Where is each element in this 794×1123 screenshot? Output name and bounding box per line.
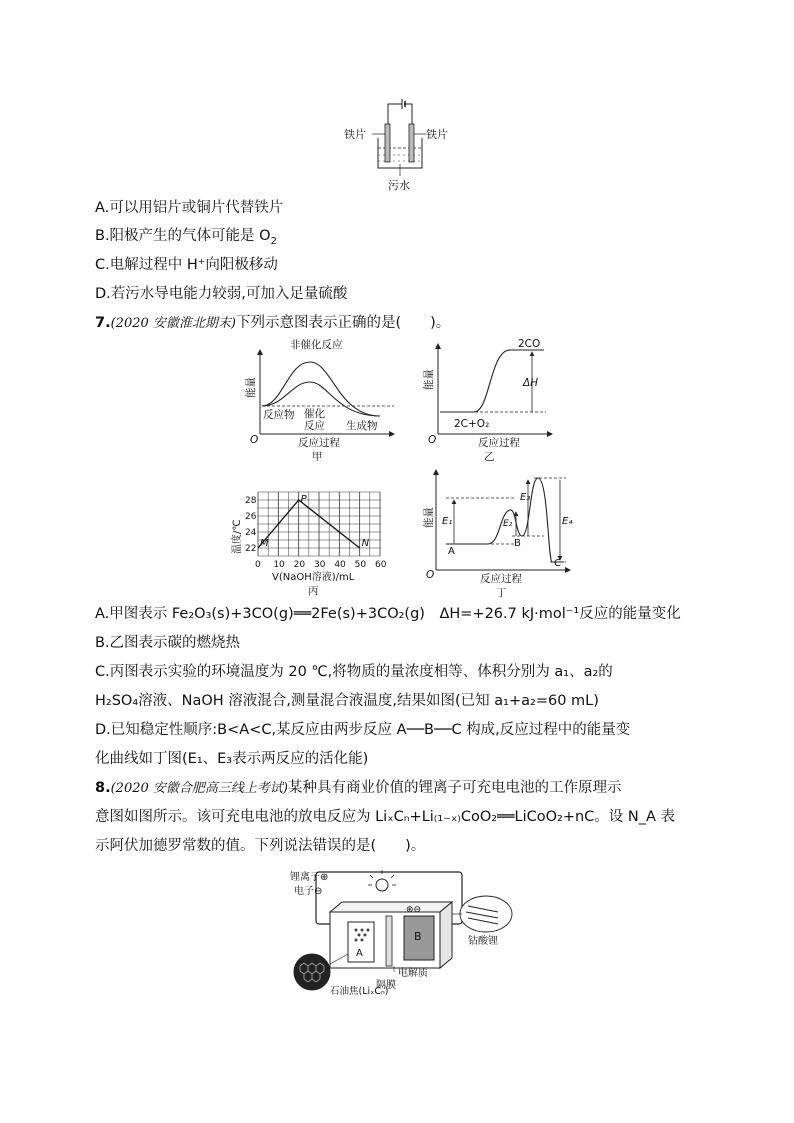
ding-caption: 丁 bbox=[496, 587, 507, 599]
bing-ytick-label: 26 bbox=[245, 512, 257, 522]
bing-end-label: N bbox=[361, 538, 370, 549]
fig-jia bbox=[245, 336, 398, 464]
q7-option-d-line2: 化曲线如丁图(E₁、E₃表示两反应的活化能) bbox=[95, 751, 369, 767]
q8-stem-line2: 意图如图所示。该可充电电池的放电反应为 LiₓCₙ+Li₍₁₋ₓ₎CoO₂══LiCoO₂+nC。设 N_A 表 bbox=[95, 809, 676, 825]
bing-ytick-label: 22 bbox=[245, 544, 257, 554]
q8-source: (2020 安徽合肥高三线上考试) bbox=[110, 781, 288, 796]
separator-membrane bbox=[386, 916, 392, 966]
jia-origin: O bbox=[250, 434, 259, 446]
electrolyte-label: 电解质 bbox=[398, 968, 428, 979]
circuit-wire bbox=[388, 104, 402, 126]
cobalt-label: 钴酸锂 bbox=[468, 936, 498, 947]
q6-option-b bbox=[95, 226, 277, 252]
q7-option-b: B.乙图表示碳的燃烧热 bbox=[95, 635, 241, 651]
yi-dh-label: ΔH bbox=[523, 377, 539, 389]
yi-top-label: 2CO bbox=[518, 338, 541, 350]
bing-xtick-label: 60 bbox=[375, 560, 387, 570]
ding-e2: E₂ bbox=[503, 519, 513, 529]
bing-ytick-label: 24 bbox=[245, 528, 257, 538]
bing-xtick-label: 40 bbox=[334, 560, 346, 570]
bing-ytick-label: 28 bbox=[245, 496, 257, 506]
electrode-b-label: B bbox=[414, 930, 422, 943]
fig-yi bbox=[423, 336, 556, 464]
yi-origin: O bbox=[428, 434, 437, 446]
b-plus-minus: ⊕⊖ bbox=[406, 905, 422, 915]
ding-origin: O bbox=[426, 569, 435, 581]
fig-ding bbox=[424, 466, 574, 600]
jia-reactant-label: 反应物 bbox=[263, 409, 295, 421]
bing-start-label: M bbox=[260, 538, 269, 549]
ding-ylabel: 能量 bbox=[423, 507, 435, 528]
right-iron-electrode bbox=[409, 124, 414, 162]
yi-xlabel: 反应过程 bbox=[478, 437, 520, 449]
jia-ylabel: 能量 bbox=[245, 377, 257, 398]
bing-xlabel: V(NaOH溶液)/mL bbox=[272, 572, 355, 583]
q7-stem-text: 下列示意图表示正确的是( )。 bbox=[235, 315, 451, 331]
q6-option-c: C.电解过程中 H⁺向阳极移动 bbox=[95, 257, 278, 273]
q7-option-a: A.甲图表示 Fe₂O₃(s)+3CO(g)══2Fe(s)+3CO₂(g) ΔH=+26.7 kJ·mol⁻¹反应的能量变化 bbox=[95, 606, 681, 622]
q8-stem-line1 bbox=[95, 778, 621, 799]
q6-option-b-sub: 2 bbox=[270, 235, 277, 247]
jia-xlabel: 反应过程 bbox=[298, 437, 340, 449]
jia-product-label: 生成物 bbox=[346, 420, 378, 432]
bing-ticks bbox=[245, 496, 387, 570]
jia-top-label: 非催化反应 bbox=[290, 339, 343, 351]
battery-figure bbox=[290, 866, 522, 996]
q7-option-c-line2: H₂SO₄溶液、NaOH 溶液混合,测量混合液温度,结果如图(已知 a₁+a₂=60 mL) bbox=[95, 693, 599, 709]
bulb-icon bbox=[376, 879, 388, 891]
yi-ylabel: 能量 bbox=[423, 369, 435, 390]
coke-magnified-icon bbox=[294, 954, 330, 990]
bing-xtick-label: 50 bbox=[354, 560, 367, 570]
cell-side bbox=[440, 902, 452, 968]
ding-a: A bbox=[448, 546, 455, 557]
bing-xtick-label: 0 bbox=[255, 560, 261, 570]
electrolysis-figure bbox=[340, 98, 450, 193]
right-electrode-label: 铁片 bbox=[426, 128, 448, 141]
bing-xtick-label: 30 bbox=[314, 560, 326, 570]
bing-ylabel: 温度/℃ bbox=[232, 519, 243, 554]
separator-label: 隔膜 bbox=[376, 980, 396, 991]
q8-stem-text: 某种具有商业价值的锂离子可充电电池的工作原理示 bbox=[287, 780, 622, 796]
ding-c: C bbox=[554, 558, 561, 569]
q8-number: 8. bbox=[95, 780, 111, 796]
ding-e4: E₄ bbox=[562, 516, 573, 527]
q7-source: (2020 安徽淮北期末) bbox=[110, 316, 236, 331]
yi-bottom-label: 2C+O₂ bbox=[454, 418, 490, 430]
jia-catalyzed-label-2: 反应 bbox=[304, 420, 325, 432]
fig-bing-chart bbox=[232, 486, 392, 598]
bing-peak-label: P bbox=[300, 494, 307, 505]
jia-caption: 甲 bbox=[312, 451, 323, 463]
q8-stem-line3: 示阿伏加德罗常数的值。下列说法错误的是( )。 bbox=[95, 838, 426, 854]
cobalt-layers-icon bbox=[460, 896, 512, 932]
left-electrode-label: 铁片 bbox=[344, 128, 366, 141]
li-ion-legend: 锂离子⊕ bbox=[290, 872, 329, 883]
jia-catalyzed-label-1: 催化 bbox=[304, 408, 325, 420]
bing-xtick-label: 10 bbox=[273, 560, 285, 570]
left-iron-electrode bbox=[385, 124, 390, 162]
yi-caption: 乙 bbox=[484, 451, 495, 463]
q6-option-d: D.若污水导电能力较弱,可加入足量硫酸 bbox=[95, 286, 348, 302]
electron-legend: 电子⊖ bbox=[294, 886, 323, 897]
q6-option-b-text: B.阳极产生的气体可能是 O bbox=[95, 228, 271, 244]
ding-xlabel: 反应过程 bbox=[480, 573, 522, 585]
ding-e1: E₁ bbox=[442, 516, 453, 527]
ding-e3: E₃ bbox=[520, 492, 531, 503]
bing-caption: 丙 bbox=[308, 585, 319, 597]
ding-b: B bbox=[514, 538, 521, 549]
q6-option-a: A.可以用铝片或铜片代替铁片 bbox=[95, 200, 284, 216]
q7-number: 7. bbox=[95, 315, 111, 331]
cell-top bbox=[330, 902, 452, 912]
q7-option-d-line1: D.已知稳定性顺序:B<A<C,某反应由两步反应 A──B──C 构成,反应过程中的能量变 bbox=[95, 722, 631, 738]
sewage-label: 污水 bbox=[388, 179, 410, 192]
coke-label: 石油焦(LiₓCₙ) bbox=[330, 986, 389, 997]
bing-xtick-label: 20 bbox=[293, 560, 306, 570]
q7-stem bbox=[95, 313, 450, 334]
electrode-a-label: A bbox=[356, 948, 363, 959]
q7-option-c-line1: C.丙图表示实验的环境温度为 20 ℃,将物质的量浓度相等、体积分别为 a₁、a₂的 bbox=[95, 664, 613, 680]
